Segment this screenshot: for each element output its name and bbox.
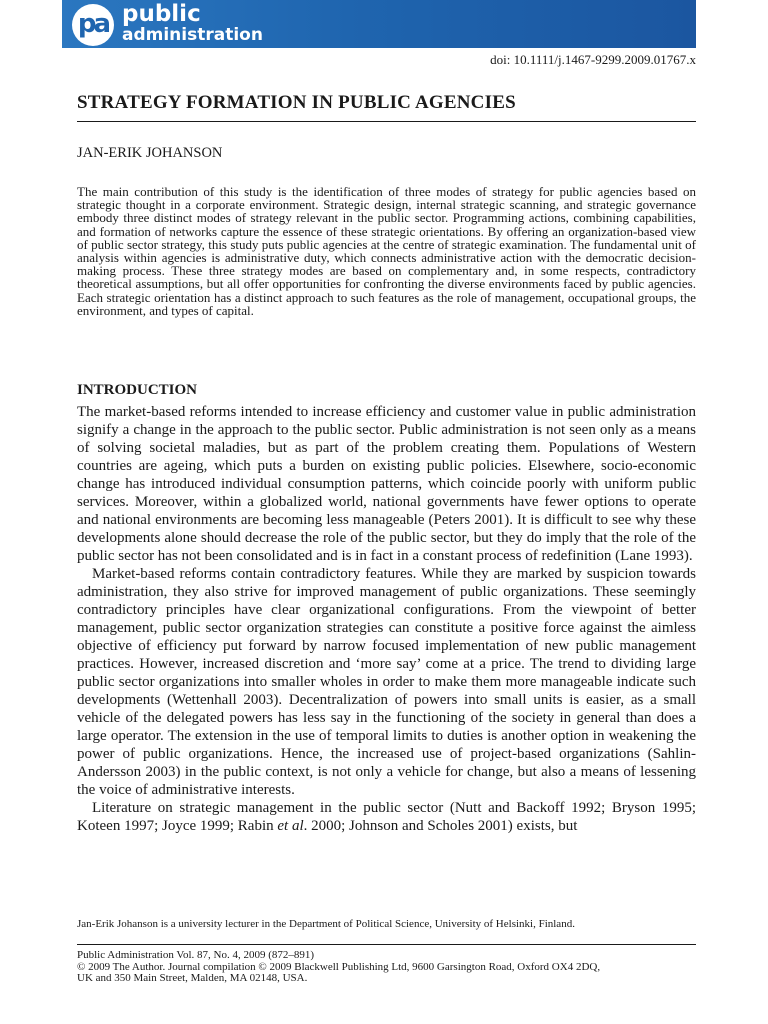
doi-text: doi: 10.1111/j.1467-9299.2009.01767.x	[490, 52, 696, 67]
article-title: STRATEGY FORMATION IN PUBLIC AGENCIES	[77, 92, 516, 113]
journal-banner	[62, 0, 696, 48]
footer-journal-info: Public Administration Vol. 87, No. 4, 2009 (872–891)	[77, 949, 315, 961]
introduction-paragraph-1: The market-based reforms intended to increase efficiency and customer value in public administration signify a change in the approach to the public sector. Public administration is not seen only as a means of solving societal maladies, but as part of the problem creating them. Populations of Western countries are ageing, which puts a burden on existing public policies. Elsewhere, socio-economic change has introduced individual consumption patterns, which coincide poorly with uniform public services. Moreover, within a globalized world, national governments have fewer options to operate and national environments are becoming less manageable (Peters 2001). It is difficult to see why these developments alone should decrease the role of the public sector, but they do imply that the role of the public sector has not been consolidated and is in fact in a constant process of redefinition (Lane 1993).	[77, 404, 696, 564]
page-footer	[77, 950, 696, 985]
journal-logo-line1: public	[122, 1, 201, 27]
abstract-paragraph: The main contribution of this study is the identification of three modes of strategy for public agencies based on strategic thought in a corporate environment. Strategic design, internal strategic scanning, and strategic governance embody three distinct modes of strategy relevant in the public sector. Programming actions, combining capabilities, and formation of networks capture the essence of these strategic orientations. By offering an organization-based view of public sector strategy, this study puts public agencies at the centre of strategic examination. The fundamental unit of analysis within agencies is administrative duty, which connects administrative action with the democratic decision-making process. These three strategy modes are based on complementary and, in some respects, contradictory theoretical assumptions, but all offer opportunities for confronting the diverse environments faced by public agencies. Each strategic orientation has a distinct approach to such features as the role of management, occupational groups, the environment, and types of capital.	[77, 184, 696, 318]
introduction-heading: INTRODUCTION	[77, 382, 198, 398]
footer-copyright: © 2009 The Author. Journal compilation © 2009 Blackwell Publishing Ltd, 9600 Garsington Road, Oxford OX4 2DQ,	[77, 960, 601, 973]
journal-logo-text	[122, 3, 263, 44]
footer-address: UK and 350 Main Street, Malden, MA 02148, USA.	[77, 972, 308, 985]
footer-rule-divider	[77, 944, 696, 945]
introduction-body	[77, 403, 696, 835]
author-footnote: Jan-Erik Johanson is a university lecturer in the Department of Political Science, University of Helsinki, Finland.	[77, 918, 575, 930]
title-rule-divider	[77, 121, 696, 122]
author-name: JAN-ERIK JOHANSON	[77, 145, 223, 161]
paragraph-3-text-start: Literature on strategic management in the public sector (Nutt and Backoff 1992; Bryson 1995; Koteen 1997; Joyce 1999; Rabin	[77, 800, 696, 834]
introduction-paragraph-2: Market-based reforms contain contradictory features. While they are marked by suspicion towards administration, they also strive for improved management of public organizations. These seemingly contradictory principles have clear organizational configurations. From the viewpoint of better management, public sector organization strategies can constitute a positive force against the aimless objective of efficiency put forward by narrow focused implementation of new public management practices. However, increased discretion and ‘more say’ come at a price. The trend to dividing large public sector organizations into smaller wholes in order to make them more manageable indicate such developments (Wettenhall 2003). Decentralization of powers into small units is easier, as a small vehicle of the delegated powers has less say in the functioning of the society in general than does a large operator. The extension in the use of temporal limits to duties is another option in weakening the power of public organizations. Hence, the increased use of project-based organizations (Sahlin-Andersson 2003) in the public context, is not only a vehicle for change, but also a means of lessening the voice of administrative interests.	[77, 566, 696, 798]
paragraph-3-text-end: . 2000; Johnson and Scholes 2001) exists, but	[303, 818, 578, 834]
paragraph-3-italic-et-al: et al	[277, 818, 304, 834]
journal-logo-mark: pa	[72, 4, 114, 46]
introduction-paragraph-3	[77, 799, 696, 835]
journal-logo-line2: administration	[122, 25, 263, 45]
